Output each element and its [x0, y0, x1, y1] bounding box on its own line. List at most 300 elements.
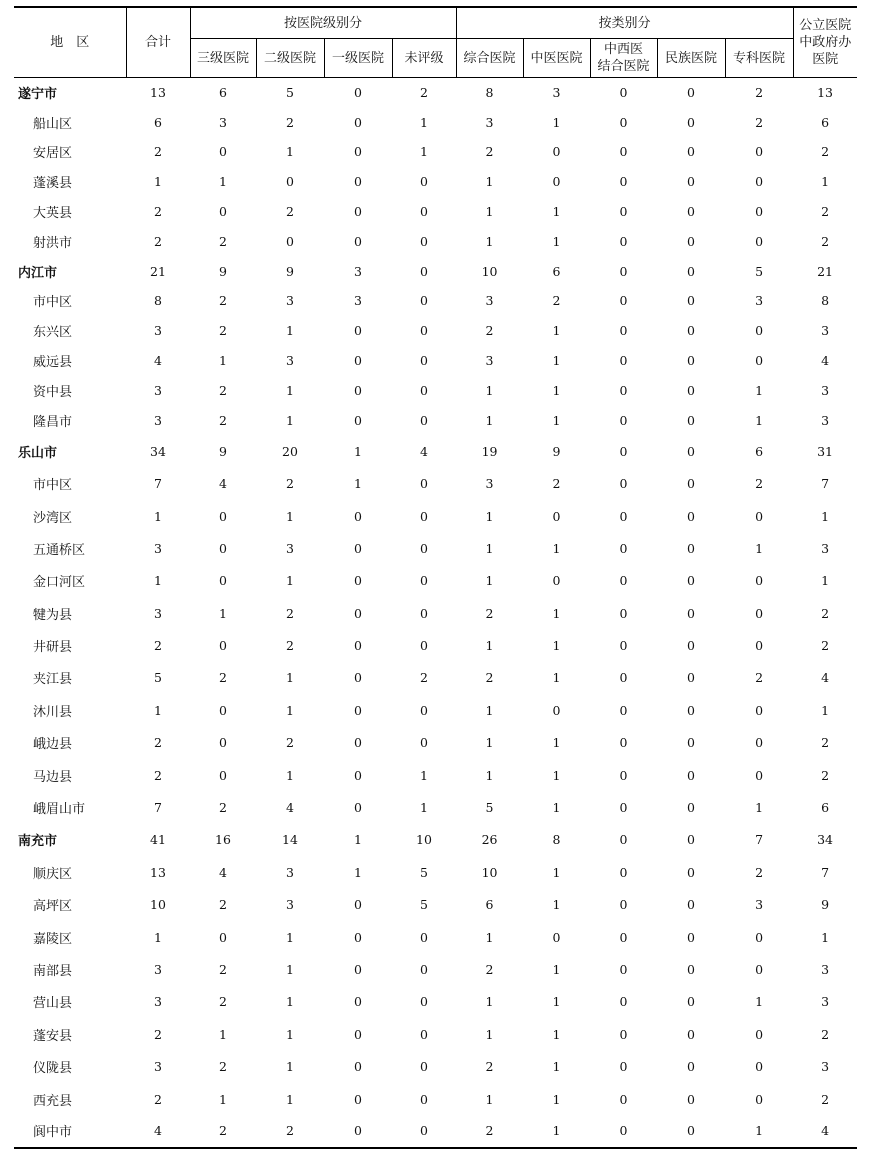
cell-value: 0: [619, 832, 628, 848]
cell-value: 1: [286, 670, 294, 686]
region-name: 犍为县: [33, 607, 73, 623]
region-name: 仪陇县: [33, 1061, 73, 1077]
cell-value: 1: [420, 114, 428, 130]
cell-value: 0: [619, 508, 628, 524]
region-name: 顺庆区: [33, 866, 73, 882]
table-row: [14, 346, 857, 376]
cell-value: 0: [687, 85, 695, 101]
cell-value: 0: [687, 443, 695, 459]
cell-value: 5: [420, 864, 428, 880]
cell-value: 1: [154, 929, 162, 945]
cell-value: 0: [420, 1091, 428, 1107]
cell-value: 3: [154, 540, 162, 556]
cell-value: 0: [354, 1059, 362, 1075]
cell-value: 1: [286, 1059, 294, 1075]
cell-value: 2: [552, 476, 561, 492]
cell-value: 0: [420, 962, 428, 977]
cell-value: 3: [821, 994, 830, 1010]
cell-value: 0: [755, 1026, 764, 1042]
cell-value: 4: [420, 443, 428, 459]
cell-value: 41: [150, 832, 166, 848]
cell-value: 1: [286, 508, 294, 524]
cell-value: 1: [821, 573, 830, 589]
cell-value: 1: [219, 605, 227, 621]
cell-value: 4: [286, 800, 294, 816]
region-name: 遂宁市: [18, 87, 58, 103]
cell-value: 34: [150, 443, 166, 459]
cell-value: 1: [354, 443, 362, 459]
cell-value: 2: [286, 638, 294, 654]
cell-value: 0: [755, 767, 764, 783]
cell-value: 3: [755, 897, 764, 913]
cell-value: 2: [755, 476, 764, 492]
cell-value: 0: [420, 263, 428, 279]
table-row: [14, 629, 857, 661]
cell-value: 0: [354, 174, 362, 190]
region-name: 西充县: [33, 1093, 73, 1109]
cell-value: 2: [219, 897, 227, 913]
cell-value: 3: [485, 293, 494, 309]
cell-value: 0: [619, 114, 628, 130]
cell-value: 1: [552, 382, 561, 398]
cell-value: 0: [687, 800, 695, 816]
cell-value: 3: [154, 323, 162, 339]
cell-value: 0: [324, 1115, 392, 1147]
cell-value: 10: [481, 263, 498, 279]
cell-value: 0: [420, 174, 428, 190]
cell-value: 14: [282, 832, 298, 848]
cell-value: 2: [154, 638, 162, 654]
cell-value: 1: [485, 735, 494, 751]
cell-value: 0: [392, 1115, 456, 1147]
cell-value: 0: [755, 174, 764, 190]
table-row: [14, 286, 857, 316]
cell-value: 2: [219, 323, 227, 339]
region-name: 蓬溪县: [33, 176, 73, 192]
region-name: 夹江县: [33, 672, 73, 688]
cell-value: 3: [755, 293, 764, 309]
cell-value: 3: [354, 263, 362, 279]
region-name: 金口河区: [33, 575, 86, 591]
cell-value: 3: [154, 962, 162, 977]
cell-value: 0: [755, 702, 764, 718]
cell-value: 0: [354, 994, 362, 1010]
cell-value: 1: [354, 476, 362, 492]
cell-value: 0: [619, 864, 628, 880]
table-row: [14, 1050, 857, 1082]
cell-value: 0: [755, 353, 764, 369]
cell-value: 6: [821, 114, 830, 130]
cell-value: 0: [219, 638, 227, 654]
cell-value: 1: [552, 767, 561, 783]
header-level-3: 三级医院: [190, 39, 256, 78]
cell-value: 0: [755, 605, 764, 621]
table-row: [14, 167, 857, 197]
cell-value: 0: [687, 1059, 695, 1075]
cell-value: 4: [821, 670, 830, 686]
cell-value: 9: [219, 443, 227, 459]
cell-value: 3: [485, 353, 494, 369]
cell-value: 0: [354, 540, 362, 556]
cell-value: 0: [619, 1091, 628, 1107]
cell-value: 1: [552, 1091, 561, 1107]
cell-value: 0: [687, 735, 695, 751]
cell-value: 9: [219, 263, 227, 279]
header-level-1: 一级医院: [324, 39, 392, 78]
cell-value: 0: [755, 929, 764, 945]
cell-value: 1: [420, 800, 428, 816]
cell-value: 0: [420, 540, 428, 556]
cell-value: 0: [619, 897, 628, 913]
cell-value: 0: [354, 735, 362, 751]
table-row: [14, 759, 857, 791]
cell-value: 0: [687, 540, 695, 556]
cell-value: 1: [552, 1059, 561, 1075]
cell-value: 0: [687, 832, 695, 848]
region-name: 嘉陵区: [33, 931, 73, 947]
cell-value: 0: [687, 412, 695, 428]
table-row: [14, 727, 857, 759]
cell-value: 1: [354, 864, 362, 880]
cell-value: 0: [687, 508, 695, 524]
region-name: 阆中市: [14, 1115, 126, 1147]
cell-value: 10: [481, 864, 498, 880]
cell-value: 1: [485, 540, 494, 556]
cell-value: 19: [481, 443, 498, 459]
cell-value: 1: [154, 573, 162, 589]
cell-value: 0: [619, 382, 628, 398]
cell-value: 1: [219, 353, 227, 369]
table-row: [14, 316, 857, 346]
cell-value: 1: [485, 508, 494, 524]
cell-value: 0: [354, 144, 362, 160]
cell-value: 0: [354, 508, 362, 524]
cell-value: 3: [821, 382, 830, 398]
cell-value: 0: [354, 573, 362, 589]
cell-value: 0: [354, 85, 362, 101]
cell-value: 0: [619, 670, 628, 686]
cell-value: 2: [552, 293, 561, 309]
cell-value: 1: [552, 800, 561, 816]
cell-value: 2: [420, 670, 428, 686]
cell-value: 2: [821, 233, 830, 249]
cell-value: 0: [755, 508, 764, 524]
hospital-statistics-table: [14, 6, 857, 1149]
cell-value: 3: [154, 382, 162, 398]
header-type-tcm: 中医医院: [523, 39, 590, 78]
cell-value: 16: [215, 832, 231, 848]
cell-value: 0: [687, 144, 695, 160]
cell-value: 1: [755, 800, 764, 816]
cell-value: 8: [552, 832, 561, 848]
cell-value: 3: [821, 540, 830, 556]
cell-value: 0: [687, 1091, 695, 1107]
cell-value: 0: [619, 735, 628, 751]
region-name: 蓬安县: [33, 1028, 73, 1044]
cell-value: 1: [420, 144, 428, 160]
cell-value: 2: [485, 670, 494, 686]
region-name: 高坪区: [33, 899, 73, 915]
region-name: 资中县: [33, 384, 73, 400]
cell-value: 2: [821, 1091, 830, 1107]
cell-value: 21: [817, 263, 834, 279]
cell-value: 2: [219, 382, 227, 398]
cell-value: 2: [821, 144, 830, 160]
cell-value: 0: [286, 233, 294, 249]
cell-value: 2: [286, 476, 294, 492]
cell-value: 0: [354, 233, 362, 249]
cell-value: 1: [485, 573, 494, 589]
cell-value: 0: [687, 382, 695, 398]
cell-value: 2: [485, 1059, 494, 1075]
region-name: 沙湾区: [33, 510, 73, 526]
cell-value: 0: [219, 508, 227, 524]
header-type-integrated: [590, 39, 657, 78]
region-name: 南部县: [33, 964, 73, 979]
cell-value: 1: [420, 767, 428, 783]
cell-value: 0: [219, 735, 227, 751]
table-row: [14, 532, 857, 564]
cell-value: 10: [416, 832, 432, 848]
cell-value: 0: [552, 573, 561, 589]
cell-value: 1: [286, 994, 294, 1010]
cell-value: 0: [687, 864, 695, 880]
cell-value: 3: [286, 293, 294, 309]
cell-value: 10: [150, 897, 166, 913]
cell-value: 1: [286, 962, 294, 977]
header-public-gov-line2: 中政府办: [799, 35, 852, 50]
cell-value: 0: [354, 412, 362, 428]
cell-value: 31: [817, 443, 834, 459]
cell-value: 0: [219, 540, 227, 556]
cell-value: 1: [286, 573, 294, 589]
cell-value: 3: [821, 1059, 830, 1075]
cell-value: 0: [354, 204, 362, 220]
cell-value: 2: [420, 85, 428, 101]
cell-value: 5: [286, 85, 294, 101]
cell-value: 6: [821, 800, 830, 816]
cell-value: 0: [354, 929, 362, 945]
cell-value: 1: [755, 994, 764, 1010]
cell-value: 0: [619, 263, 628, 279]
cell-value: 1: [286, 767, 294, 783]
cell-value: 1: [552, 233, 561, 249]
cell-value: 1: [485, 702, 494, 718]
table-row: [14, 791, 857, 823]
cell-value: 0: [420, 476, 428, 492]
region-name: 射洪市: [33, 235, 73, 251]
cell-value: 2: [154, 735, 162, 751]
cell-value: 0: [619, 767, 628, 783]
header-level-2: 二级医院: [256, 39, 324, 78]
cell-value: 34: [817, 832, 834, 848]
table-header: [14, 7, 857, 78]
cell-value: 0: [619, 962, 628, 977]
cell-value: 1: [821, 508, 830, 524]
cell-value: 6: [755, 443, 764, 459]
cell-value: 3: [286, 897, 294, 913]
cell-value: 2: [286, 204, 294, 220]
cell-value: 1: [219, 1026, 227, 1042]
cell-value: 2: [219, 1059, 227, 1075]
cell-value: 1: [219, 1091, 227, 1107]
cell-value: 2: [154, 1091, 162, 1107]
cell-value: 3: [821, 323, 830, 339]
cell-value: 0: [619, 1026, 628, 1042]
cell-value: 0: [687, 897, 695, 913]
header-region: 地 区: [14, 7, 126, 78]
cell-value: 2: [190, 1115, 256, 1147]
table-row: [14, 405, 857, 435]
cell-value: 7: [154, 476, 162, 492]
cell-value: 13: [150, 864, 166, 880]
cell-value: 2: [154, 233, 162, 249]
cell-value: 0: [354, 382, 362, 398]
cell-value: 1: [219, 174, 227, 190]
cell-value: 1: [552, 1026, 561, 1042]
cell-value: 1: [286, 144, 294, 160]
cell-value: 0: [619, 929, 628, 945]
table-row: [14, 889, 857, 921]
cell-value: 0: [619, 353, 628, 369]
cell-value: 2: [154, 767, 162, 783]
city-row: [14, 435, 857, 467]
cell-value: 3: [354, 293, 362, 309]
cell-value: 1: [154, 508, 162, 524]
region-name: 船山区: [33, 116, 73, 132]
cell-value: 26: [481, 832, 498, 848]
cell-value: 0: [755, 1059, 764, 1075]
cell-value: 0: [619, 1059, 628, 1075]
table-row: [14, 226, 857, 256]
cell-value: 0: [687, 476, 695, 492]
cell-value: 1: [755, 540, 764, 556]
region-name: 沐川县: [33, 704, 73, 720]
cell-value: 0: [354, 605, 362, 621]
cell-value: 1: [154, 174, 162, 190]
cell-value: 1: [286, 1026, 294, 1042]
cell-value: 0: [354, 897, 362, 913]
cell-value: 0: [286, 174, 294, 190]
table-row: [14, 694, 857, 726]
cell-value: 0: [619, 702, 628, 718]
city-row: [14, 78, 857, 108]
table-row: [14, 856, 857, 888]
header-public-gov-line1: 公立医院: [799, 18, 852, 33]
cell-value: 2: [219, 293, 227, 309]
cell-value: 3: [552, 85, 561, 101]
cell-value: 3: [154, 1059, 162, 1075]
cell-value: 0: [755, 962, 764, 977]
region-name: 威远县: [33, 355, 73, 371]
region-name: 安居区: [33, 146, 73, 162]
cell-value: 0: [687, 323, 695, 339]
cell-value: 0: [687, 929, 695, 945]
cell-value: 1: [485, 994, 494, 1010]
cell-value: 1: [286, 323, 294, 339]
cell-value: 0: [619, 85, 628, 101]
table-row: [14, 1083, 857, 1115]
table-row: [14, 197, 857, 227]
cell-value: 0: [687, 962, 695, 977]
cell-value: 2: [154, 144, 162, 160]
cell-value: 0: [619, 800, 628, 816]
cell-value: 2: [219, 962, 227, 977]
header-by-type: 按类别分: [456, 7, 793, 39]
cell-value: 1: [552, 353, 561, 369]
cell-value: 3: [219, 114, 227, 130]
cell-value: 1: [552, 670, 561, 686]
cell-value: 1: [485, 638, 494, 654]
cell-value: 0: [619, 233, 628, 249]
cell-value: 0: [619, 204, 628, 220]
cell-value: 0: [619, 323, 628, 339]
cell-value: 0: [354, 353, 362, 369]
cell-value: 1: [485, 233, 494, 249]
cell-value: 3: [821, 962, 830, 977]
cell-value: 2: [485, 605, 494, 621]
cell-value: 0: [420, 293, 428, 309]
cell-value: 1: [552, 114, 561, 130]
cell-value: 1: [552, 540, 561, 556]
region-name: 南充市: [18, 834, 58, 850]
cell-value: 1: [485, 1091, 494, 1107]
cell-value: 0: [219, 573, 227, 589]
cell-value: 0: [354, 1026, 362, 1042]
cell-value: 2: [286, 605, 294, 621]
cell-value: 7: [154, 800, 162, 816]
cell-value: 3: [286, 353, 294, 369]
cell-value: 0: [552, 144, 561, 160]
cell-value: 1: [552, 204, 561, 220]
cell-value: 2: [821, 605, 830, 621]
cell-value: 8: [154, 293, 162, 309]
cell-value: 0: [619, 573, 628, 589]
cell-value: 0: [420, 1059, 428, 1075]
cell-value: 2: [821, 735, 830, 751]
cell-value: 6: [552, 263, 561, 279]
cell-value: 1: [286, 702, 294, 718]
cell-value: 0: [755, 1091, 764, 1107]
region-name: 乐山市: [18, 445, 58, 461]
cell-value: 3: [485, 476, 494, 492]
cell-value: 1: [552, 735, 561, 751]
cell-value: 0: [552, 702, 561, 718]
cell-value: 6: [485, 897, 494, 913]
cell-value: 0: [687, 767, 695, 783]
cell-value: 1: [286, 929, 294, 945]
cell-value: 2: [485, 962, 494, 977]
cell-value: 0: [619, 144, 628, 160]
city-row: [14, 256, 857, 286]
cell-value: 0: [755, 735, 764, 751]
header-type-integrated-line2: 结合医院: [597, 59, 650, 74]
cell-value: 0: [354, 670, 362, 686]
cell-value: 0: [619, 443, 628, 459]
header-type-integrated-line1: 中西医: [604, 42, 644, 57]
cell-value: 1: [485, 767, 494, 783]
region-name: 市中区: [33, 478, 73, 494]
header-type-general: 综合医院: [456, 39, 523, 78]
cell-value: 2: [219, 800, 227, 816]
cell-value: 1: [821, 702, 830, 718]
table-row: [14, 662, 857, 694]
cell-value: 0: [219, 144, 227, 160]
cell-value: 1: [552, 962, 561, 977]
cell-value: 0: [619, 540, 628, 556]
cell-value: 0: [354, 1091, 362, 1107]
cell-value: 0: [420, 233, 428, 249]
